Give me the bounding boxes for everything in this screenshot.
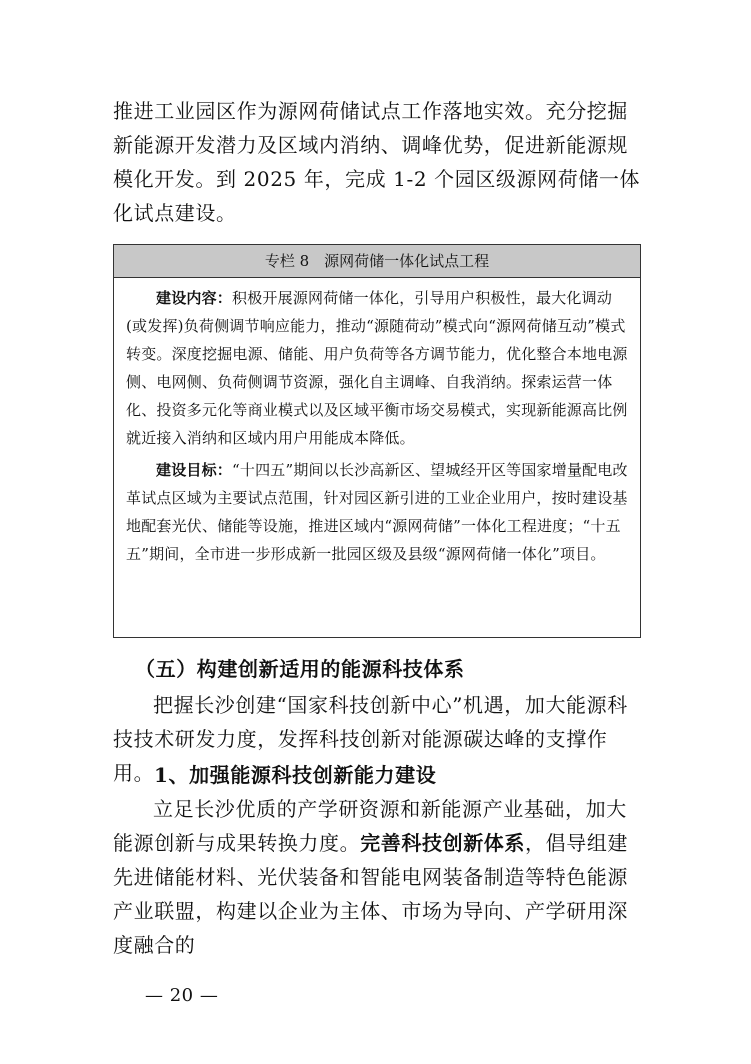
- subsection-para-end: ，倡导组建先进储能材料、光伏装备和智能电网装备制造等特色能源产业联盟，构建以企业为主体、市场为导向、产学研用深度融合的: [113, 831, 629, 957]
- subsection-para-start: 立足长沙优质的产学研资源和新能源产业基础，加大能源创新与成果转换力度。: [113, 797, 627, 855]
- subsection-paragraph: [113, 792, 641, 962]
- section-paragraph: 把握长沙创建“国家科技创新中心”机遇，加大能源科技技术研发力度，发挥科技创新对能源碳达峰的支撑作用。: [113, 693, 628, 785]
- page-number: — 20 —: [145, 985, 219, 1006]
- intro-paragraph: 推进工业园区作为源网荷储试点工作落地实效。充分挖掘新能源开发潜力及区域内消纳、调峰优势，促进新能源规模化开发。到 2025 年，完成 1-2 个园区级源网荷储一体化试点建设。: [113, 99, 641, 225]
- subsection-para-bold: 完善科技创新体系: [360, 831, 526, 855]
- column-box-body: [114, 278, 640, 568]
- section-heading: （五）构建创新适用的能源科技体系: [135, 657, 465, 681]
- construction-content-text: 积极开展源网荷储一体化，引导用户积极性，最大化调动(或发挥)负荷侧调节响应能力，推动“源随荷动”模式向“源网荷储互动”模式转变。深度挖掘电源、储能、用户负荷等各方调节能力，优化整合本地电源侧、电网侧、负荷侧调节资源，强化自主调峰、自我消纳。探索运营一体化、投资多元化等商业模式以及区域平衡市场交易模式，实现新能源高比例就近接入消纳和区域内用户用能成本降低。: [126, 289, 628, 447]
- construction-goal: [126, 456, 628, 568]
- construction-content: [126, 284, 628, 452]
- column-box-title: 专栏 8 源网荷储一体化试点工程: [114, 245, 640, 278]
- subsection-heading: 1、加强能源科技创新能力建设: [154, 763, 437, 787]
- construction-goal-text: “十四五”期间以长沙高新区、望城经开区等国家增量配电改革试点区域为主要试点范围，针对园区新引进的工业企业用户，按时建设基地配套光伏、储能等设施，推进区域内“源网荷储”一体化工程进度；“十五五”期间，全市进一步形成新一批园区级及县级“源网荷储一体化”项目。: [126, 461, 628, 563]
- construction-goal-label: 建设目标：: [156, 461, 233, 479]
- construction-content-label: 建设内容：: [156, 289, 233, 307]
- column-box: [113, 244, 641, 638]
